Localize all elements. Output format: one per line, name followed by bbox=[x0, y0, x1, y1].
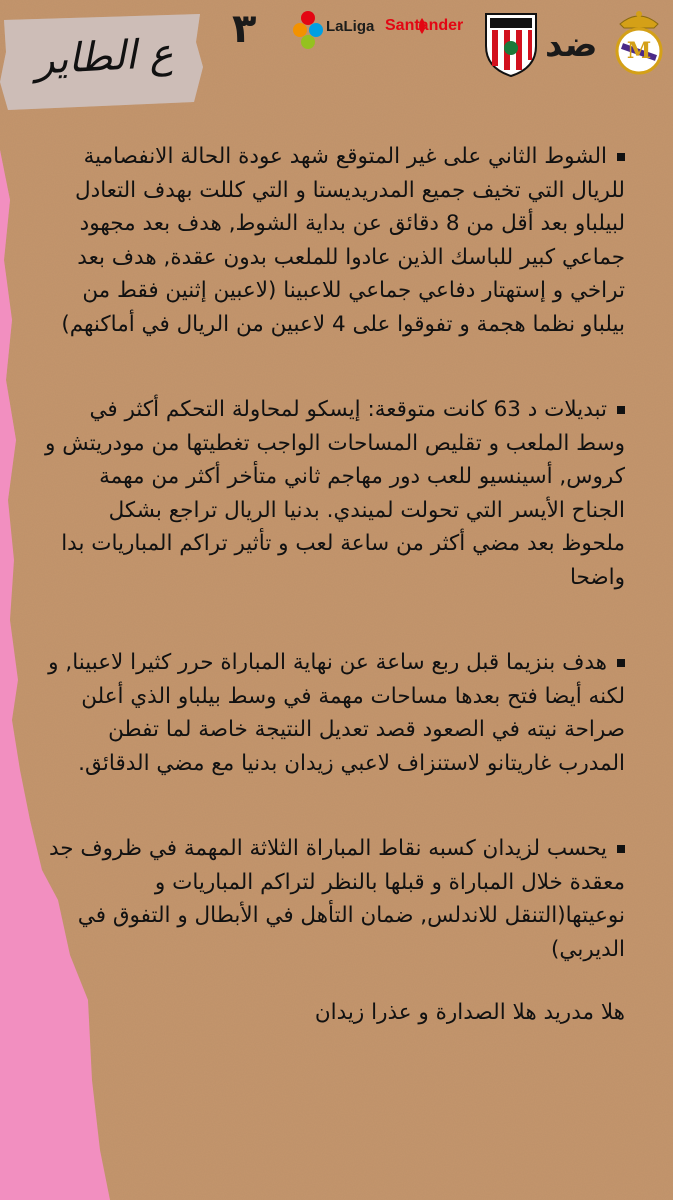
bullet-icon bbox=[617, 153, 625, 161]
header bbox=[0, 0, 673, 110]
paragraph-3-text: هدف بنزيما قبل ربع ساعة عن نهاية المباراة حرر كثيرا لاعبينا, و لكنه أيضا فتح بعدها مساحات مهمة في وسط بيلباو الذي أعلن صراحة نيته في الصعود قصد تعديل النتيجة خاصة لما تفطن المدرب غاريتانو لاستنزاف لاعبي زيدان بدنيا مع مضي الدقائق. bbox=[48, 650, 625, 776]
closing-line: هلا مدريد هلا الصدارة و عذرا زيدان bbox=[314, 1000, 625, 1025]
tag-label: ع الطاير bbox=[33, 30, 175, 84]
laliga-wordmark: LaLiga bbox=[326, 18, 375, 35]
bullet-icon bbox=[617, 845, 625, 853]
real-madrid-crest-icon bbox=[610, 6, 668, 76]
paragraph-1 bbox=[40, 140, 625, 341]
paragraph-3 bbox=[40, 646, 625, 780]
paragraph-4 bbox=[40, 832, 625, 966]
page-number: ٣ bbox=[232, 6, 257, 52]
athletic-club-crest-icon bbox=[482, 10, 540, 78]
paragraph-4-text: يحسب لزيدان كسبه نقاط المباراة الثلاثة المهمة في ظروف جد معقدة خلال المباراة و قبلها بالنظر لتراكم المباريات و نوعيتها(التنقل للاندلس, ضمان التأهل في الأبطال و التفوق في الديربي) bbox=[48, 836, 625, 962]
bullet-icon bbox=[617, 406, 625, 414]
paragraph-1-text: الشوط الثاني على غير المتوقع شهد عودة الحالة الانفصامية للريال التي تخيف جميع المدريديستا و التي كللت بهدف التعادل لبيلباو بعد أقل من 8 دقائق عن بداية الشوط, هدف بعد مجهود جماعي كبير للباسك الذين عادوا للملعب بدون عقدة, هدف بعد تراخي و إستهتار دفاعي جماعي للاعبينا (لاعبين إثنين فقط من بيلباو نظما هجمة و تفوقوا على 4 لاعبين من الريال في أماكنهم) bbox=[61, 144, 625, 337]
versus-label: ضد bbox=[545, 25, 598, 65]
santander-wordmark: Santander bbox=[385, 17, 464, 34]
paragraph-2 bbox=[40, 393, 625, 594]
article-body bbox=[40, 140, 625, 1082]
bullet-icon bbox=[617, 659, 625, 667]
svg-text:M: M bbox=[626, 38, 652, 64]
paragraph-2-text: تبديلات د 63 كانت متوقعة: إيسكو لمحاولة التحكم أكثر في وسط الملعب و تقليص المساحات الواجب تغطيتها من مودريتش و كروس, أسينسيو للعب دور مهاجم ثاني متأخر أكثر من مهمة الجناح الأيسر التي تحولت لميندي. بدنيا الريال تراجع بشكل ملحوظ بعد مضي أكثر من ساعة لعب و تأثير تراكم المباريات بدا واضحا bbox=[45, 397, 625, 590]
